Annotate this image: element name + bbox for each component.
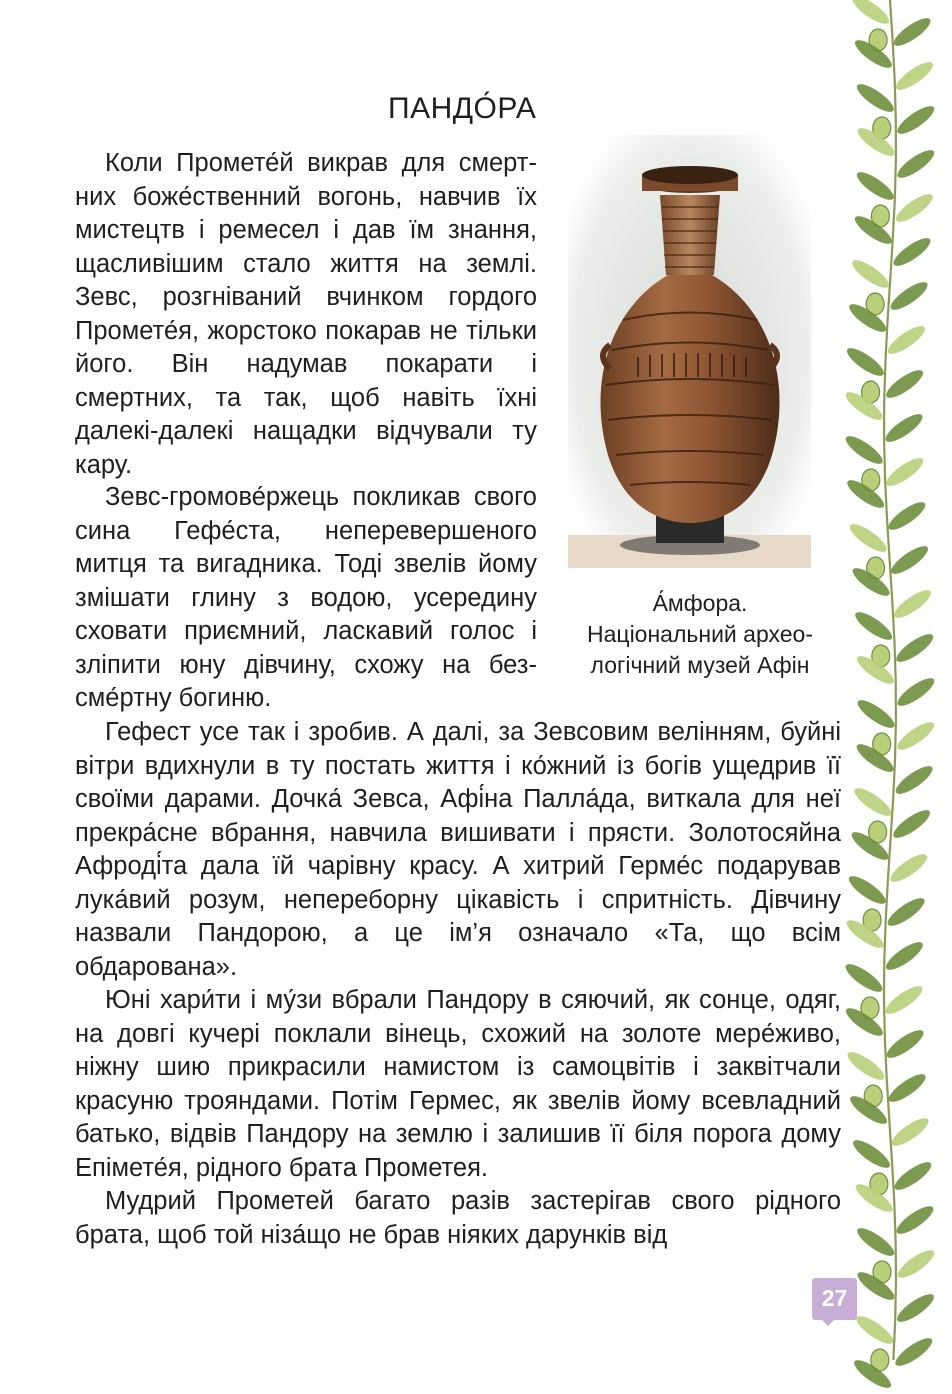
olive-leaf bbox=[853, 80, 897, 117]
olive-leaf bbox=[882, 938, 926, 975]
olive-leaf bbox=[885, 498, 929, 535]
olive-leaf bbox=[888, 542, 932, 579]
olive-leaf bbox=[853, 168, 897, 205]
page-number-tail bbox=[820, 1318, 836, 1326]
olive-leaf bbox=[893, 1202, 937, 1239]
paragraph-3: Гефест усе так і зробив. А далі, за Зевсовим велінням, буйні вітри вдихнули в ту постать життя і ко́жний із богів ущедрив її своїми дарами. Дочка́ Зевса, Афі́на Палла́да, виткала для неї прекра́сне вбрання, навчила вишивати і прясти. Золотосяйна Афроді́та дала їй чарівну красу. А хитрий Герме́с подарував лука́вий розум, непереборну цікавість і спритність. Дівчину назвали Пандорою, а це ім’я означало «Та, що всім обдарована». bbox=[75, 718, 841, 981]
olive-leaf bbox=[849, 0, 893, 28]
olive-leaf bbox=[894, 102, 938, 139]
figure-caption bbox=[560, 588, 840, 681]
olive-leaf bbox=[845, 872, 889, 909]
olive-leaf bbox=[854, 696, 898, 733]
olive-leaf bbox=[849, 1136, 893, 1173]
olive-leaf bbox=[892, 1334, 936, 1371]
olive-leaf bbox=[842, 960, 886, 997]
caption-title: А́мфора. bbox=[652, 590, 748, 616]
olive-leaf bbox=[851, 784, 895, 821]
olive-leaf bbox=[883, 366, 927, 403]
olive-leaf bbox=[846, 520, 890, 557]
olive-leaf bbox=[844, 1048, 888, 1085]
paragraph-4: Юні хари́ти і му́зи вбрали Пандору в сяючий, як сонце, одяг, на довгі кучері поклали вінець, схожий на золоте мере́живо, ніжну шию прикрасили намистом із самоцвітів і заквітчали красуню трояндами. Потім Гермес, як звелів йому всевладний батько, відвів Пандору на землю і залишив її біля порога дому Епімете́я, рідного брата Прометея. bbox=[75, 986, 841, 1182]
olive-leaf bbox=[888, 1114, 932, 1151]
olive-leaf bbox=[893, 630, 937, 667]
olive-leaf bbox=[892, 762, 936, 799]
paragraph-2: Зевс-громове́ржець покликав свого сина Гефе́ста, неперевершеного митця та вигадника. Тоді звелів йому змішати глину з водою, усередину сховати приємний, ласкавий голос і зліпити юну дівчину, схожу на безсме́ртну богиню. bbox=[75, 483, 537, 712]
olive-leaf bbox=[891, 1158, 935, 1195]
olive-leaf bbox=[894, 1246, 938, 1283]
olive-leaf bbox=[849, 256, 893, 293]
olive-leaf bbox=[894, 146, 938, 183]
olive-leaf bbox=[883, 454, 927, 491]
olive-leaf bbox=[843, 344, 887, 381]
chapter-title: ПАНДО́РА bbox=[388, 92, 537, 125]
olive-leaf bbox=[894, 718, 938, 755]
olive-leaf bbox=[890, 586, 934, 623]
paragraph-5: Мудрий Прометей багато разів застерігав свого рідного брата, щоб той ніза́що не брав ніяких дарунків від bbox=[75, 1187, 841, 1249]
olive-leaf bbox=[892, 58, 936, 95]
olive-leaf bbox=[890, 14, 934, 51]
olive-leaf bbox=[883, 1026, 927, 1063]
olive-leaf bbox=[893, 1290, 937, 1327]
caption-source: Національний археологічний музей Афін bbox=[587, 621, 813, 678]
olive-leaf bbox=[882, 982, 926, 1019]
olive-leaf bbox=[882, 410, 926, 447]
page-number: 27 bbox=[821, 1285, 848, 1311]
olive-leaf bbox=[885, 1070, 929, 1107]
olive-branch-decoration bbox=[838, 0, 952, 1394]
olive-leaf bbox=[854, 1224, 898, 1261]
olive-leaf bbox=[890, 234, 934, 271]
olive-leaf bbox=[884, 322, 928, 359]
amphora-photo bbox=[568, 135, 811, 568]
olive-leaf bbox=[884, 894, 928, 931]
olive-leaf bbox=[894, 674, 938, 711]
olive-leaf bbox=[842, 432, 886, 469]
paragraph-1: Коли Промете́й викрав для смертних боже́ственний вогонь, навчив їх мистецтв і ремесел і дав їм знання, щасливішим стало життя на землі. Зевс, розгніваний вчинком гордого Промете́я, жорстоко покарав не тільки його. Він надумав покарати і смертних, та так, щоб навіть їхні далекі-далекі нащадки відчували ту кару. bbox=[75, 149, 537, 479]
olive-leaf bbox=[887, 278, 931, 315]
page-number-badge bbox=[812, 1278, 857, 1320]
olive-leaf bbox=[853, 1312, 897, 1349]
olive-leaf bbox=[852, 608, 896, 645]
olive-leaf bbox=[892, 190, 936, 227]
olive-leaf bbox=[890, 806, 934, 843]
olive-leaf bbox=[887, 850, 931, 887]
